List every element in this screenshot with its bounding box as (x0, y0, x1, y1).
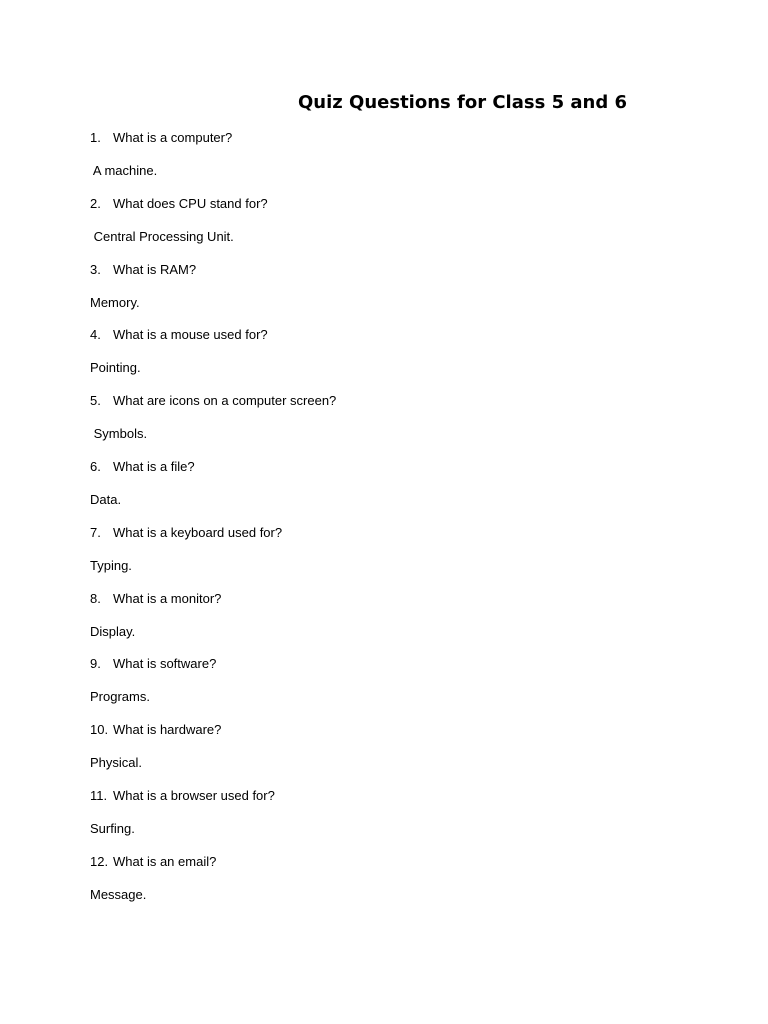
question (90, 457, 195, 477)
quiz-item (90, 654, 690, 720)
question-number: 1. (90, 130, 101, 145)
answer: Memory. (90, 294, 140, 310)
quiz-item (90, 852, 690, 918)
question-number: 10. (90, 722, 109, 738)
question (90, 852, 216, 872)
answer: A machine. (90, 163, 158, 178)
question-text: What is a file? (113, 458, 195, 474)
question-text: What is RAM? (113, 261, 197, 277)
question (90, 260, 196, 280)
question-number: 2. (90, 195, 101, 211)
question-number: 5. (90, 393, 101, 409)
question-text: What is hardware? (113, 722, 222, 738)
answer: Programs. (90, 689, 150, 705)
question-text: What does CPU stand for? (113, 195, 268, 211)
answer: Symbols. (90, 426, 148, 442)
question-number: 6. (90, 458, 101, 474)
answer: Physical. (90, 755, 143, 771)
question-text: What is a mouse used for? (113, 327, 268, 343)
question-number: 8. (90, 590, 101, 606)
question (90, 523, 282, 543)
question-text: What is a keyboard used for? (113, 524, 283, 540)
question (90, 654, 216, 674)
question-number: 3. (90, 261, 101, 277)
quiz-item (90, 786, 690, 852)
question-number: 11. (90, 787, 108, 803)
quiz-item (90, 589, 690, 655)
answer: Message. (90, 886, 147, 902)
quiz-list (90, 128, 690, 918)
question-number: 4. (90, 327, 101, 343)
question-text: What is a browser used for? (113, 787, 275, 803)
quiz-item (90, 457, 690, 523)
quiz-item (90, 128, 690, 194)
question-text: What is a computer? (113, 130, 233, 145)
question-text: What is an email? (113, 853, 217, 869)
quiz-item (90, 194, 690, 260)
answer: Data. (90, 491, 122, 507)
quiz-item (90, 523, 690, 589)
question (90, 194, 268, 214)
quiz-item (90, 325, 690, 391)
question (90, 589, 221, 609)
page-title: Quiz Questions for Class 5 and 6 (298, 92, 627, 113)
question-text: What is a monitor? (113, 590, 222, 606)
question (90, 325, 268, 345)
quiz-item (90, 260, 690, 326)
question-number: 12. (90, 853, 109, 869)
question (90, 128, 232, 148)
question-text: What are icons on a computer screen? (113, 393, 337, 409)
answer: Display. (90, 623, 136, 639)
quiz-item (90, 391, 690, 457)
quiz-item (90, 720, 690, 786)
question-text: What is software? (113, 656, 217, 672)
question (90, 720, 221, 740)
question (90, 786, 275, 806)
answer: Central Processing Unit. (90, 228, 234, 244)
answer: Pointing. (90, 360, 141, 376)
question-number: 9. (90, 656, 101, 672)
question-number: 7. (90, 524, 101, 540)
question (90, 391, 336, 411)
answer: Surfing. (90, 820, 135, 836)
answer: Typing. (90, 557, 132, 573)
